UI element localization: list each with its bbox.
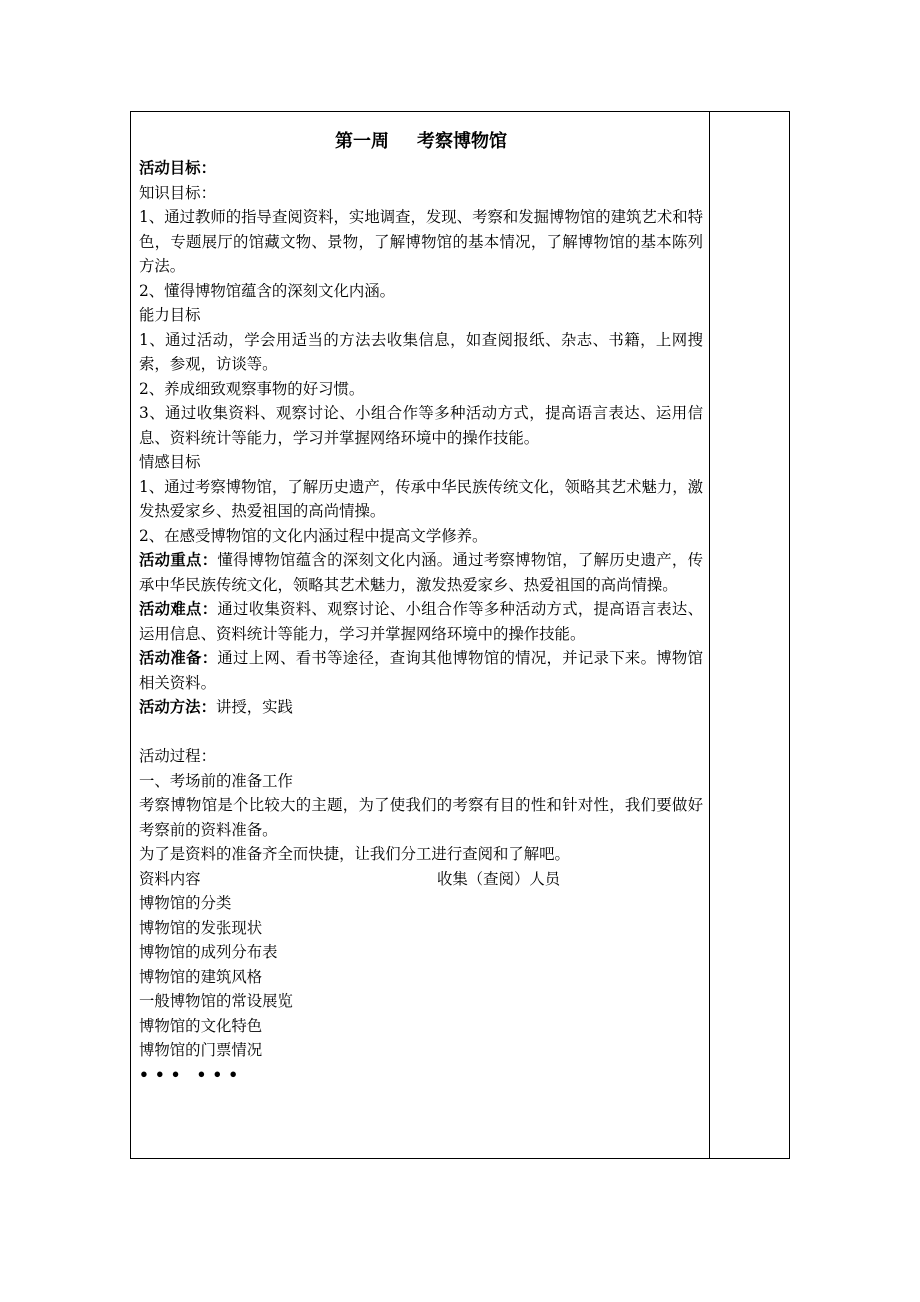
title-topic: 考察博物馆 (417, 131, 507, 152)
dots-group: ••• (196, 1065, 245, 1084)
materials-header-row (139, 867, 703, 892)
blank-line (139, 720, 703, 745)
key-point-paragraph (139, 548, 703, 597)
dots-group: ••• (139, 1065, 187, 1084)
knowledge-item: 1、通过教师的指导查阅资料，实地调查，发现、考察和发掘博物馆的建筑艺术和特色，专题展厅的馆藏文物、景物，了解博物馆的基本情况，了解博物馆的基本陈列方法。 (139, 208, 703, 275)
material-item: 博物馆的文化特色 (139, 1016, 263, 1035)
method-paragraph (139, 695, 703, 720)
process-heading: 活动过程： (139, 747, 216, 765)
preparation-paragraph (139, 646, 703, 695)
material-item: 博物馆的建筑风格 (139, 967, 263, 986)
knowledge-heading: 知识目标： (139, 183, 216, 202)
ellipsis-dots (139, 1063, 703, 1088)
difficulty-text: 通过收集资料、观察讨论、小组合作等多种活动方式，提高语言表达、运用信息、资料统计等能力，学习并掌握网络环境中的操作技能。 (139, 600, 703, 643)
emotion-item: 2、在感受博物馆的文化内涵过程中提高文学修养。 (139, 526, 488, 545)
document-body (139, 156, 703, 1087)
material-item: 博物馆的发张现状 (139, 918, 263, 937)
section-paragraph: 考察博物馆是个比较大的主题，为了使我们的考察有目的性和针对性，我们要做好考察前的资料准备。 (139, 796, 703, 839)
section-paragraph: 为了是资料的准备齐全而快捷，让我们分工进行查阅和了解吧。 (139, 845, 570, 863)
goals-heading: 活动目标： (139, 159, 216, 177)
material-item: 一般博物馆的常设展览 (139, 992, 293, 1010)
key-point-text: 懂得博物馆蕴含的深刻文化内涵。通过考察博物馆，了解历史遗产，传承中华民族传统文化，领略其艺术魅力，激发热爱家乡、热爱祖国的高尚情操。 (139, 551, 703, 594)
material-item: 博物馆的门票情况 (139, 1041, 263, 1059)
ability-heading: 能力目标 (139, 306, 201, 324)
preparation-text: 通过上网、看书等途径，查询其他博物馆的情况，并记录下来。博物馆相关资料。 (139, 649, 703, 692)
section-title: 一、考场前的准备工作 (139, 771, 293, 790)
main-content-cell (131, 112, 710, 1158)
material-item: 博物馆的分类 (139, 894, 232, 912)
difficulty-label: 活动难点： (139, 600, 218, 618)
people-column-header: 收集（查阅）人员 (437, 869, 561, 888)
method-text: 讲授，实践 (215, 698, 293, 716)
notes-cell (710, 112, 789, 1158)
content-column-header: 资料内容 (139, 869, 201, 888)
title-week: 第一周 (335, 131, 389, 152)
knowledge-item: 2、懂得博物馆蕴含的深刻文化内涵。 (139, 281, 396, 300)
ability-item: 1、通过活动，学会用适当的方法去收集信息，如查阅报纸、杂志、书籍，上网搜索，参观，访谈等。 (139, 330, 703, 373)
emotion-heading: 情感目标 (139, 453, 201, 471)
preparation-label: 活动准备： (139, 649, 218, 667)
difficulty-paragraph (139, 597, 703, 646)
method-label: 活动方法： (139, 698, 216, 716)
page-title (139, 128, 703, 156)
lesson-table (130, 111, 790, 1159)
material-item: 博物馆的成列分布表 (139, 943, 278, 961)
ability-item: 2、养成细致观察事物的好习惯。 (139, 379, 365, 398)
ability-item: 3、通过收集资料、观察讨论、小组合作等多种活动方式，提高语言表达、运用信息、资料统计等能力，学习并掌握网络环境中的操作技能。 (139, 404, 703, 447)
emotion-item: 1、通过考察博物馆，了解历史遗产，传承中华民族传统文化，领略其艺术魅力，激发热爱家乡、热爱祖国的高尚情操。 (139, 477, 703, 520)
key-point-label: 活动重点： (139, 551, 218, 569)
